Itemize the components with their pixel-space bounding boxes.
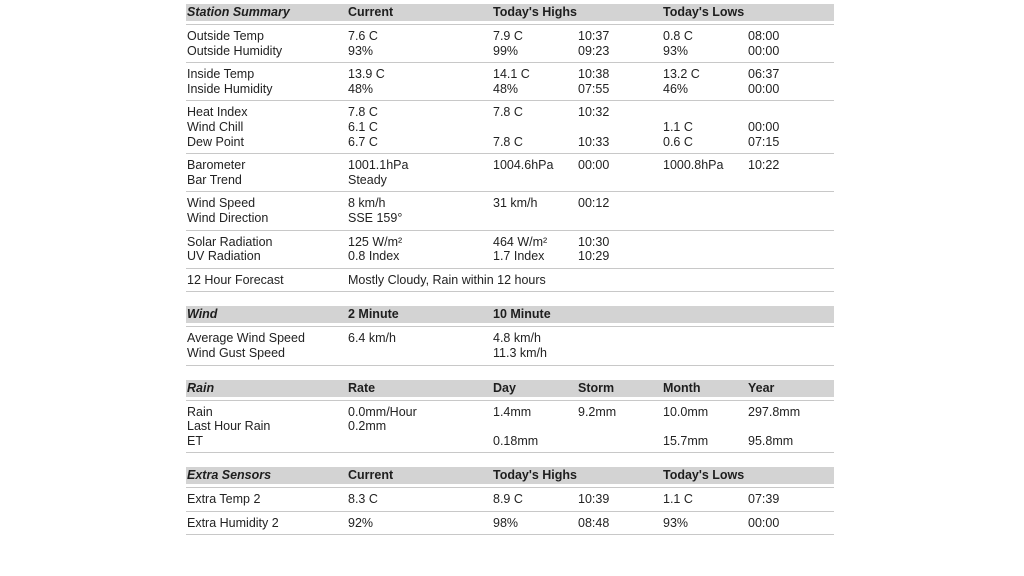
- table-cell: 1.4mm: [493, 404, 532, 419]
- column-header: Today's Lows: [663, 468, 745, 483]
- row-group: [186, 63, 834, 101]
- column-header: 2 Minute: [348, 307, 399, 322]
- table-cell: 464 W/m²: [493, 234, 548, 249]
- table-cell: 1.7 Index: [493, 249, 545, 264]
- row-group: [186, 192, 834, 230]
- table-cell: 1.1 C: [663, 492, 693, 507]
- table-cell: 0.2mm: [348, 419, 387, 434]
- table-cell: 7.8 C: [493, 134, 523, 149]
- table-cell: 15.7mm: [663, 433, 709, 448]
- row-group: [186, 101, 834, 154]
- section-spacer: [186, 366, 834, 380]
- table-cell: 00:00: [748, 81, 780, 96]
- table-cell: 31 km/h: [493, 196, 538, 211]
- table-cell: 10:33: [578, 134, 610, 149]
- row-group: [186, 269, 834, 293]
- row-label: Solar Radiation: [187, 234, 273, 249]
- table-cell: 7.6 C: [348, 29, 378, 43]
- section-title: Station Summary: [187, 5, 290, 19]
- table-row: [186, 82, 834, 97]
- row-group: [186, 512, 834, 536]
- table-row: [186, 249, 834, 264]
- wind-section: [186, 306, 834, 365]
- table-cell: 00:00: [748, 43, 780, 58]
- table-cell: 0.6 C: [663, 134, 693, 149]
- table-cell: 92%: [348, 515, 374, 530]
- row-label: Wind Chill: [187, 119, 244, 134]
- table-cell: 11.3 km/h: [493, 345, 547, 360]
- table-row: [186, 196, 834, 211]
- section-header: [186, 380, 834, 397]
- table-cell: 125 W/m²: [348, 234, 403, 249]
- column-header: Current: [348, 468, 394, 483]
- table-cell: 7.8 C: [348, 105, 378, 120]
- row-label: Outside Humidity: [187, 43, 283, 58]
- table-cell: 1000.8hPa: [663, 158, 724, 173]
- table-cell: 93%: [348, 43, 374, 58]
- row-label: Outside Temp: [187, 29, 264, 43]
- table-row: [186, 173, 834, 188]
- table-cell: 9.2mm: [578, 404, 617, 419]
- table-cell: 6.4 km/h: [348, 331, 396, 346]
- section-spacer: [186, 292, 834, 306]
- table-row: [186, 29, 834, 44]
- section-spacer: [186, 453, 834, 467]
- table-cell: 99%: [493, 43, 519, 58]
- table-cell: 6.1 C: [348, 119, 378, 134]
- row-label: ET: [187, 433, 203, 448]
- table-cell: 7.9 C: [493, 29, 523, 43]
- row-label: Barometer: [187, 158, 246, 173]
- section-header: [186, 4, 834, 21]
- table-cell: 00:00: [578, 158, 610, 173]
- table-cell: 08:00: [748, 29, 780, 43]
- row-label: Last Hour Rain: [187, 419, 271, 434]
- table-cell: 00:00: [748, 119, 780, 134]
- row-label: Wind Direction: [187, 210, 269, 225]
- table-row: [186, 235, 834, 250]
- table-cell: 98%: [493, 515, 519, 530]
- row-group: [186, 401, 834, 454]
- table-row: [186, 346, 834, 361]
- row-label: Inside Humidity: [187, 81, 273, 96]
- table-cell: 95.8mm: [748, 433, 794, 448]
- column-header: Day: [493, 380, 516, 395]
- column-header: Today's Lows: [663, 5, 745, 19]
- table-cell: 1001.1hPa: [348, 158, 409, 173]
- rain-section: [186, 380, 834, 454]
- column-header: Today's Highs: [493, 5, 578, 19]
- table-cell: 0.8 Index: [348, 249, 400, 264]
- table-cell: 0.0mm/Hour: [348, 404, 417, 419]
- row-label: Extra Temp 2: [187, 492, 261, 507]
- table-cell: 00:00: [748, 515, 780, 530]
- table-cell: 8.3 C: [348, 492, 378, 507]
- row-group: [186, 231, 834, 269]
- table-cell: 48%: [348, 81, 374, 96]
- column-header: Year: [748, 380, 775, 395]
- table-cell: Steady: [348, 172, 387, 187]
- table-cell: 0.18mm: [493, 433, 539, 448]
- row-label: Bar Trend: [187, 172, 242, 187]
- table-cell: 6.7 C: [348, 134, 378, 149]
- table-cell: 00:12: [578, 196, 610, 211]
- table-cell: 1.1 C: [663, 119, 693, 134]
- table-cell: 10:39: [578, 492, 610, 507]
- row-label: Wind Gust Speed: [187, 345, 285, 360]
- table-row: [186, 434, 834, 449]
- row-label: Extra Humidity 2: [187, 515, 279, 530]
- table-row: [186, 44, 834, 59]
- table-row: [186, 211, 834, 226]
- row-label: Heat Index: [187, 105, 248, 120]
- table-cell: 93%: [663, 43, 689, 58]
- section-header: [186, 306, 834, 323]
- row-label: Wind Speed: [187, 196, 256, 211]
- table-cell: 48%: [493, 81, 519, 96]
- table-cell: 10:30: [578, 234, 610, 249]
- table-cell: 10:29: [578, 249, 610, 264]
- row-group: [186, 25, 834, 63]
- table-row: [186, 405, 834, 420]
- table-cell: 07:15: [748, 134, 780, 149]
- table-cell: 10:38: [578, 67, 610, 82]
- table-cell: 7.8 C: [493, 105, 523, 120]
- weather-report: [186, 4, 834, 535]
- table-cell: 10:37: [578, 29, 610, 43]
- table-row: [186, 331, 834, 346]
- table-row: [186, 273, 834, 288]
- station-summary-section: [186, 4, 834, 292]
- section-title: Extra Sensors: [187, 468, 272, 483]
- table-row: [186, 492, 834, 507]
- table-cell: 8 km/h: [348, 196, 386, 211]
- section-header: [186, 467, 834, 484]
- table-cell: 4.8 km/h: [493, 331, 541, 346]
- table-cell: 10.0mm: [663, 404, 709, 419]
- table-cell: 10:22: [748, 158, 780, 173]
- table-cell: 08:48: [578, 515, 610, 530]
- table-row: [186, 135, 834, 150]
- section-title: Rain: [187, 380, 215, 395]
- section-title: Wind: [187, 307, 218, 322]
- row-label: Dew Point: [187, 134, 244, 149]
- table-cell: 13.9 C: [348, 67, 385, 82]
- table-cell: 10:32: [578, 105, 610, 120]
- column-header: Storm: [578, 380, 615, 395]
- table-row: [186, 158, 834, 173]
- table-cell: 46%: [663, 81, 689, 96]
- table-cell: Mostly Cloudy, Rain within 12 hours: [348, 272, 546, 287]
- table-cell: 06:37: [748, 67, 780, 82]
- table-row: [186, 419, 834, 434]
- row-label: Inside Temp: [187, 67, 255, 82]
- row-group: [186, 154, 834, 192]
- table-cell: 93%: [663, 515, 689, 530]
- column-header: 10 Minute: [493, 307, 551, 322]
- row-group: [186, 488, 834, 512]
- extra-sensors-section: [186, 467, 834, 535]
- table-cell: SSE 159°: [348, 210, 403, 225]
- table-cell: 0.8 C: [663, 29, 693, 43]
- table-cell: 1004.6hPa: [493, 158, 554, 173]
- column-header: Today's Highs: [493, 468, 578, 483]
- table-cell: 07:55: [578, 81, 610, 96]
- table-cell: 13.2 C: [663, 67, 700, 82]
- table-row: [186, 120, 834, 135]
- table-cell: 297.8mm: [748, 404, 801, 419]
- row-label: 12 Hour Forecast: [187, 272, 284, 287]
- table-row: [186, 516, 834, 531]
- table-cell: 8.9 C: [493, 492, 523, 507]
- column-header: Current: [348, 5, 394, 19]
- row-label: Rain: [187, 404, 213, 419]
- table-row: [186, 67, 834, 82]
- row-label: Average Wind Speed: [187, 331, 305, 346]
- table-cell: 14.1 C: [493, 67, 530, 82]
- row-group: [186, 327, 834, 365]
- table-cell: 07:39: [748, 492, 780, 507]
- table-cell: 09:23: [578, 43, 610, 58]
- column-header: Rate: [348, 380, 376, 395]
- table-row: [186, 105, 834, 120]
- row-label: UV Radiation: [187, 249, 261, 264]
- column-header: Month: [663, 380, 701, 395]
